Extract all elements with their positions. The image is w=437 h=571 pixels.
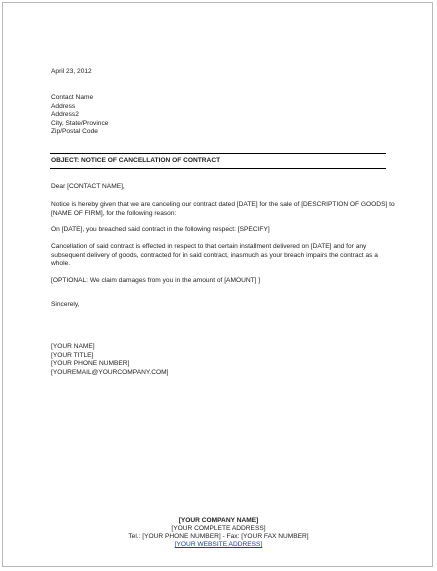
object-bottom-rule bbox=[50, 168, 386, 169]
recipient-line: Address2 bbox=[51, 111, 79, 119]
letter-date: April 23, 2012 bbox=[51, 68, 92, 75]
salutation: Dear [CONTACT NAME], bbox=[51, 183, 125, 190]
object-top-rule bbox=[50, 153, 386, 154]
signature-line: [YOUR NAME] bbox=[51, 343, 95, 350]
body-paragraph: Notice is hereby given that we are canceling our contract dated [DATE] for the sale of [DESCRIPTION OF GOODS] to [NAME OF FIRM], for the following reason: bbox=[51, 201, 395, 217]
body-paragraph: Cancellation of said contract is effected in respect to that certain installment delivered on [DATE] and for any subsequent delivery of goods, contracted for in said contract, inasmuch as your breach impairs the contract as a whole. bbox=[51, 243, 378, 268]
footer-website-wrap bbox=[0, 541, 437, 550]
recipient-line: Contact Name bbox=[51, 94, 94, 101]
signature-line: [YOUREMAIL@YOURCOMPANY.COM] bbox=[51, 368, 169, 376]
footer-company: [YOUR COMPANY NAME] bbox=[178, 517, 259, 524]
footer-address: [YOUR COMPLETE ADDRESS] bbox=[171, 525, 266, 532]
recipient-line: Zip/Postal Code bbox=[51, 128, 98, 136]
footer-contact: Tel.: [YOUR PHONE NUMBER] - Fax: [YOUR FAX NUMBER] bbox=[128, 533, 309, 540]
signature-block bbox=[51, 343, 168, 377]
signature-line: [YOUR TITLE] bbox=[51, 351, 94, 359]
closing: Sincerely, bbox=[51, 301, 80, 308]
object-line: OBJECT: NOTICE OF CANCELLATION OF CONTRACT bbox=[51, 157, 221, 164]
body-paragraph: On [DATE], you breached said contract in the following respect: [SPECIFY] bbox=[51, 226, 270, 233]
footer-website-link[interactable]: [YOUR WEBSITE ADDRESS] bbox=[174, 541, 263, 548]
body-paragraph: [OPTIONAL: We claim damages from you in the amount of [AMOUNT] ] bbox=[51, 277, 261, 284]
recipient-line: City, State/Province bbox=[51, 119, 109, 127]
signature-line: [YOUR PHONE NUMBER] bbox=[51, 360, 130, 368]
recipient-line: Address bbox=[51, 102, 76, 110]
recipient-block bbox=[51, 94, 108, 137]
